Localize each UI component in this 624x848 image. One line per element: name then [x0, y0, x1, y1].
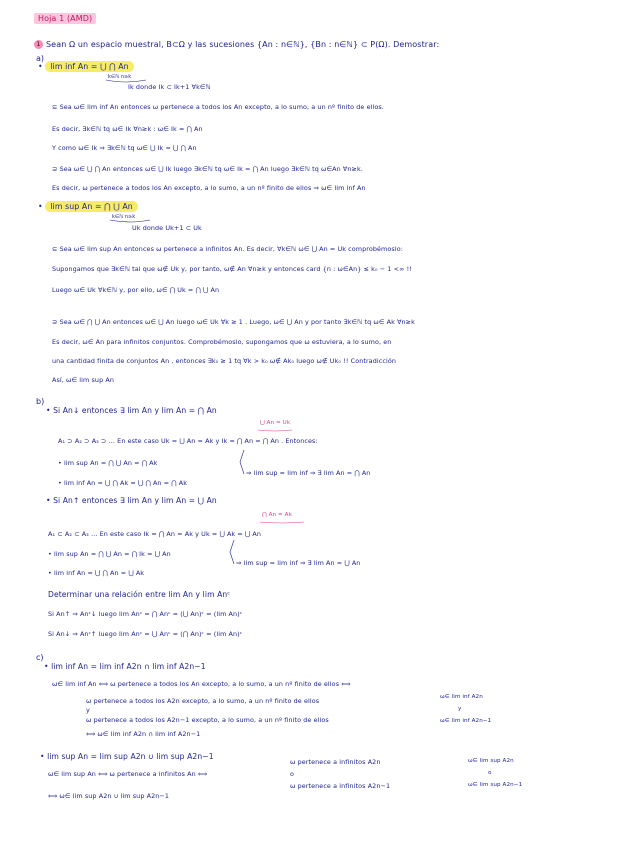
part-c-line: o [290, 770, 295, 778]
part-c-line: y [86, 706, 90, 714]
part-a-line: ⊇ Sea ω∈ ⋂ ⋃ An entonces ω∈ ⋃ An luego ω∈ Uk ∀k ≥ 1 . Luego, ω∈ ⋃ An y por tanto ∃k∈ℕ tq ω∈ Ak ∀n≥k [52, 318, 415, 326]
case1-line: A₁ ⊃ A₂ ⊃ A₃ ⊃ … En este caso Uk = ⋃ An = Ak y Ik = ⋂ An = ⋂ An . Entonces: [58, 437, 318, 445]
case1-line: • lim inf An = ⋃ ⋂ Ak = ⋃ ⋂ An = ⋂ Ak [58, 479, 188, 487]
limsup-where: Uk donde Uk+1 ⊂ Uk [132, 224, 202, 232]
part-a-line: ⊆ Sea ω∈ lim sup An entonces ω pertenece a infinitos An. Es decir, ∀k∈ℕ ω∈ ⋃ An = Uk comprobémoslo: [52, 245, 403, 253]
part-c-side: ω∈ lim sup A2n−1 [468, 782, 523, 788]
part-c-side: y [458, 706, 462, 712]
relation-title: Determinar una relación entre lim An y lim Anᶜ [48, 590, 231, 599]
limsup-definition-text: lim sup An = ⋂ ⋃ An [45, 201, 138, 212]
part-a-label: a) [36, 54, 45, 63]
part-c-side: ω∈ lim inf A2n [440, 694, 483, 700]
header-tag-label: Hoja 1 (AMD) [34, 13, 96, 24]
part-c-line: ⟺ ω∈ lim sup A2n ∪ lim sup A2n−1 [48, 792, 170, 800]
case2-title: • Si An↑ entonces ∃ lim An y lim An = ⋃ An [46, 496, 217, 505]
part-a-line: Es decir, ∃k∈ℕ tq ω∈ Ik ∀n≥k : ω∈ Ik = ⋂ An [52, 125, 203, 133]
case2-line: A₁ ⊂ A₂ ⊂ A₃ … En este caso Ik = ⋂ An = Ak y Uk = ⋃ Ak = ⋃ An [48, 530, 262, 538]
liminf-definition-text: lim inf An = ⋃ ⋂ An [45, 61, 133, 72]
problem-number: 1 [34, 40, 43, 49]
case1-title: • Si An↓ entonces ∃ lim An y lim An = ⋂ An [46, 406, 217, 415]
part-c-side: o [488, 770, 492, 776]
part-c-label: c) [36, 653, 44, 662]
part-c-line: ω∈ lim sup An ⟺ ω pertenece a infinitos An ⟺ [48, 770, 208, 778]
case2-conclusion: ⇒ lim sup = lim inf ⇒ ∃ lim An = ⋃ An [236, 559, 361, 567]
case2-note: ⋂ An = Ak [262, 512, 292, 518]
part-a-line: ⊆ Sea ω∈ lim inf An entonces ω pertenece a todos los An excepto, a lo sumo, a un nº finito de ellos. [52, 103, 384, 111]
part-c-line: ⟺ ω∈ lim inf A2n ∩ lim inf A2n−1 [86, 730, 201, 738]
part-a-line: una cantidad finita de conjuntos An , entonces ∃k₀ ≥ 1 tq ∀k > k₀ ω∉ Ak₀ luego ω∉ Uk₀ !! Contradicción [52, 357, 396, 365]
part-c-line: ω pertenece a todos los A2n−1 excepto, a lo sumo, a un nº finito de ellos [86, 716, 329, 724]
part-c-side: ω∈ lim inf A2n−1 [440, 718, 492, 724]
case2-line: • lim inf An = ⋃ ⋂ An = ⋃ Ak [48, 569, 145, 577]
part-c-line: ω∈ lim inf An ⟺ ω pertenece a todos los An excepto, a lo sumo, a un nº finito de ellos ⟺ [52, 680, 351, 688]
part-c-title-1: • lim inf An = lim inf A2n ∩ lim inf A2n−1 [44, 662, 206, 671]
part-c-line: ω pertenece a todos los A2n excepto, a lo sumo, a un nº finito de ellos [86, 697, 320, 705]
liminf-indices: k∈ℕ n≥k [108, 74, 132, 80]
limsup-indices: k∈ℕ n≥k [112, 214, 136, 220]
part-b-label: b) [36, 397, 45, 406]
part-c-line: ω pertenece a infinitos A2n−1 [290, 782, 391, 790]
liminf-where: Ik donde Ik ⊂ Ik+1 ∀k∈ℕ [128, 83, 211, 91]
part-a-line: Así, ω∈ lim sup An [52, 376, 114, 384]
part-a-line: Luego ω∈ Uk ∀k∈ℕ y, por ello, ω∈ ⋂ Uk = ⋂ ⋃ An [52, 286, 220, 294]
part-a-line: Y como ω∈ Ik ⇒ ∃k∈ℕ tq ω∈ ⋃ Ik = ⋃ ⋂ An [52, 144, 197, 152]
case1-line: • lim sup An = ⋂ ⋃ An = ⋂ Ak [58, 459, 158, 467]
problem-statement-text: Sean Ω un espacio muestral, B⊂Ω y las sucesiones {An : n∈ℕ}, {Bn : n∈ℕ} ⊂ P(Ω). Demostrar: [46, 40, 440, 49]
part-c-title-2: • lim sup An = lim sup A2n ∪ lim sup A2n−1 [40, 752, 214, 761]
case1-conclusion: ⇒ lim sup = lim inf ⇒ ∃ lim An = ⋂ An [246, 469, 371, 477]
part-a-line: Es decir, ω∈ An para infinitos conjuntos. Comprobémoslo, supongamos que ω estuviera, a lo sumo, en [52, 338, 392, 346]
part-c-line: ω pertenece a infinitos A2n [290, 758, 381, 766]
relation-line: Si An↓ ⇒ Anᶜ↑ luego lim Anᶜ = ⋃ Anᶜ = (⋂ An)ᶜ = (lim An)ᶜ [48, 630, 243, 638]
part-a-line: ⊇ Sea ω∈ ⋃ ⋂ An entonces ω∈ ⋃ Ik luego ∃k∈ℕ tq ω∈ Ik = ⋂ An luego ∃k∈ℕ tq ω∈An ∀n≥k. [52, 165, 363, 173]
case1-note: ⋃ An = Uk [260, 420, 291, 426]
part-c-side: ω∈ lim sup A2n [468, 758, 514, 764]
part-a-line: Es decir, ω pertenece a todos los An excepto, a lo sumo, a un nº finito de ellos ⇒ ω∈ lim inf An [52, 184, 366, 192]
case2-line: • lim sup An = ⋂ ⋃ An = ⋂ Ik = ⋃ An [48, 550, 171, 558]
part-a-line: Supongamos que ∃k∈ℕ tal que ω∉ Uk y, por tanto, ω∉ An ∀n≥k y entonces card {n : ω∈An} ≤ k₀ − 1 <∞ !! [52, 265, 412, 273]
relation-line: Si An↑ ⇒ Anᶜ↓ luego lim Anᶜ = ⋂ Anᶜ = (⋃ An)ᶜ = (lim An)ᶜ [48, 610, 243, 618]
